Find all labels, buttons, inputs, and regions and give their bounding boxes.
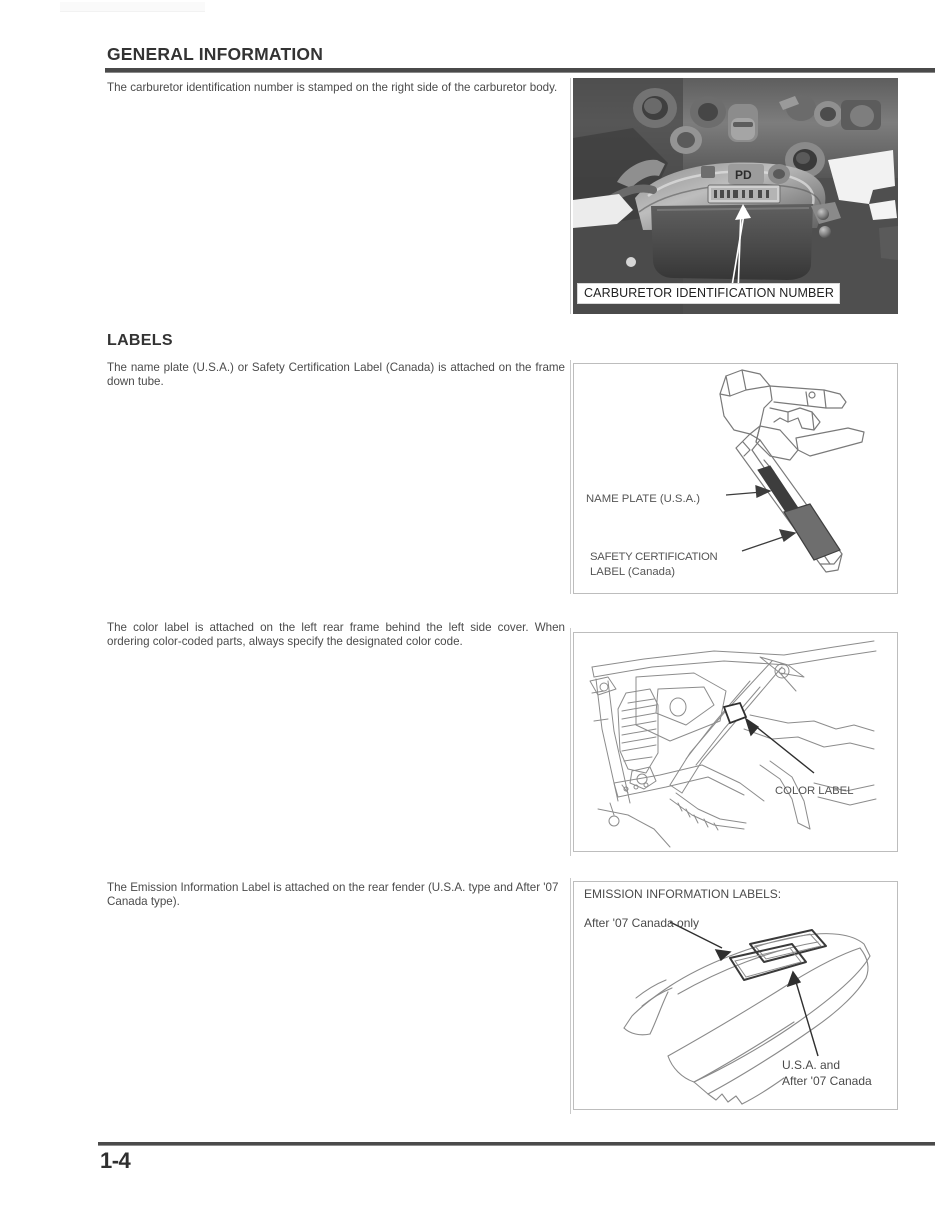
- color-label-illustration: [574, 633, 897, 851]
- column-divider-2: [570, 360, 571, 594]
- name-plate-paragraph: The name plate (U.S.A.) or Safety Certification Label (Canada) is attached on the frame down tube.: [107, 361, 565, 389]
- column-divider-1: [570, 78, 571, 314]
- callout-usa-and-line1: U.S.A. and: [782, 1058, 841, 1072]
- page-number: 1-4: [100, 1148, 131, 1173]
- color-label-figure: [573, 632, 898, 852]
- carburetor-paragraph: The carburetor identification number is stamped on the right side of the carburetor body.: [107, 81, 558, 94]
- callout-name-plate: NAME PLATE (U.S.A.): [586, 493, 701, 505]
- labels-heading: LABELS: [107, 332, 173, 349]
- header-rule: [105, 68, 935, 73]
- svg-text:PD: PD: [735, 168, 752, 182]
- carburetor-photo-image: [573, 78, 898, 314]
- column-divider-3: [570, 628, 571, 856]
- callout-color-label: COLOR LABEL: [775, 785, 854, 797]
- page-title: GENERAL INFORMATION: [107, 44, 324, 64]
- callout-safety-certification-line2: LABEL (Canada): [590, 566, 675, 578]
- footer-rule: [98, 1142, 935, 1146]
- callout-after07-canada-only: After '07 Canada only: [584, 916, 700, 930]
- emission-paragraph: The Emission Information Label is attached on the rear fender (U.S.A. type and After '07 Canada type).: [107, 881, 559, 909]
- callout-safety-certification-line1: SAFETY CERTIFICATION: [590, 551, 718, 563]
- page-tab-mark: [60, 2, 205, 12]
- carburetor-photo-caption: CARBURETOR IDENTIFICATION NUMBER: [577, 283, 840, 304]
- carburetor-photo: [573, 78, 898, 314]
- column-divider-4: [570, 878, 571, 1114]
- emission-figure-title: EMISSION INFORMATION LABELS:: [584, 887, 782, 901]
- color-label-paragraph: The color label is attached on the left rear frame behind the left side cover. When ordering color-coded parts, always specify the designated color code.: [107, 621, 565, 649]
- callout-usa-and-line2: After '07 Canada: [782, 1074, 872, 1088]
